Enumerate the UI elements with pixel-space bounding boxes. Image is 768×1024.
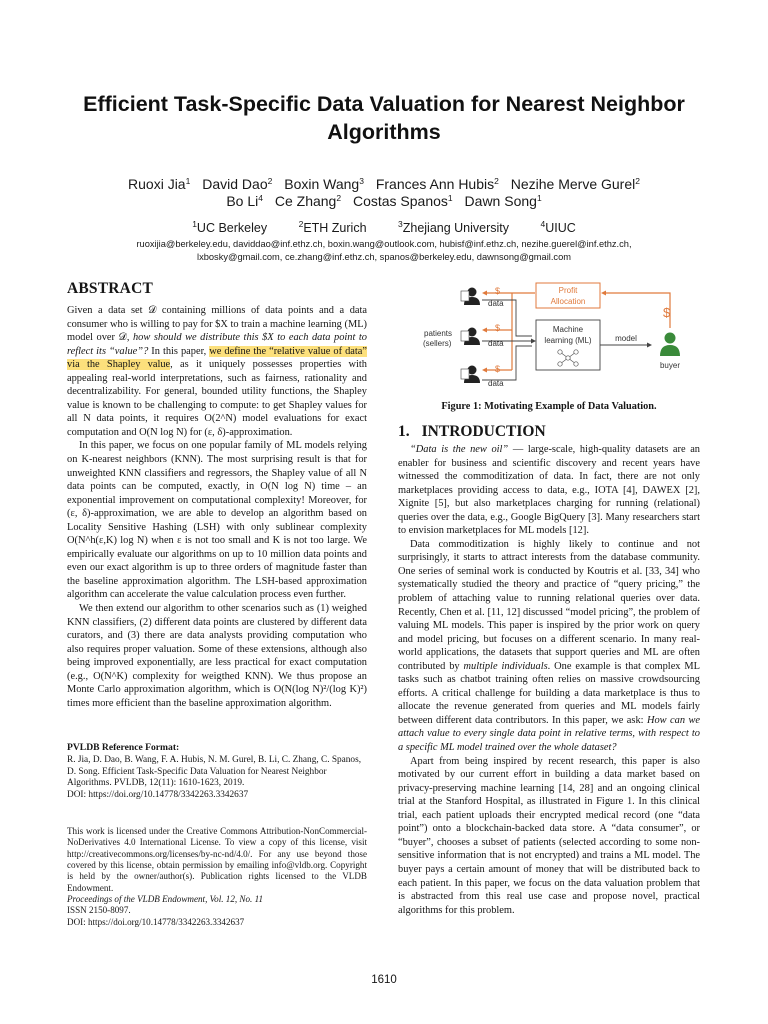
affiliation: $^2$ETH Zurich xyxy=(298,219,367,235)
research-question: How can we attach value to every single data point in relative terms, with respect to a specific ML model trained over the whole dataset? xyxy=(398,714,700,754)
page-number: 1610 xyxy=(371,974,397,986)
affiliation: $^1$UC Berkeley xyxy=(192,219,268,235)
paper-title: Efficient Task-Specific Data Valuation for Nearest Neighbor Algorithms xyxy=(83,92,685,144)
sellers-label: (sellers) xyxy=(423,339,452,348)
author: Nezihe Merve Gurel$^2$ xyxy=(510,176,640,192)
buyer-label: buyer xyxy=(659,361,681,370)
affiliation: $^3$Zhejiang University xyxy=(398,219,510,235)
author-emails-line-2: lxbosky@gmail.com, ce.zhang@inf.ethz.ch, spanos@berkeley.edu, dawnsong@gmail.com xyxy=(197,252,571,262)
dollar-sign: $ xyxy=(495,286,501,296)
highlighted-text: we define the “relative value of data” via the Shapley value xyxy=(67,345,367,371)
author: Costas Spanos$^1$ xyxy=(352,193,453,209)
abstract-paragraph-1: Given a data set 𝒟 containing millions of data points and a data consumer who is willing to pay for $X to train a machine learning (ML) model over 𝒟, how should we distribute this $X to each data point to reflect its “value”? In this paper, we define the “relative value of data” via the Shapley value, as it uniquely possesses properties with appealing real-world interpretations, such as fairness, rationality and decentralizability. For general, bounded utility functions, the Shapley value is known to be challenging to compute: to get Shapley values for all N data points, it requires O(2^N) model evaluations for exact computation and O(N log N) for (ε, δ)-approximation. xyxy=(67,305,367,438)
author: Boxin Wang$^3$ xyxy=(284,176,364,192)
author: Ruoxi Jia$^1$ xyxy=(128,176,191,192)
abstract-heading: ABSTRACT xyxy=(67,280,154,297)
dollar-sign: $ xyxy=(495,364,501,374)
author: Bo Li$^4$ xyxy=(226,193,263,209)
data-label: data xyxy=(488,299,504,308)
author: David Dao$^2$ xyxy=(202,176,273,192)
buyer-icon xyxy=(660,333,680,357)
abstract-question: how should we distribute this $X to each data point to reflect its “value”? xyxy=(67,332,367,357)
data-label: data xyxy=(488,379,504,388)
introduction-body xyxy=(398,443,700,917)
buyer-dollar-sign: $ xyxy=(663,305,671,320)
introduction-heading: 1. INTRODUCTION xyxy=(398,423,546,440)
author-emails-line-1: ruoxijia@berkeley.edu, daviddao@inf.ethz.ch, boxin.wang@outlook.com, hubisf@inf.ethz.ch, nezihe.guerel@inf.ethz.ch, xyxy=(136,239,632,249)
intro-paragraph-1: “Data is the new oil” — large-scale, high-quality datasets are an enabler for business and scientific discovery and recent years have witnessed the commoditization of data. In fact, there are not only marketplaces providing access to data, e.g., IOTA [4], DAWEX [2], Xignite [5], but also marketplaces charging for running (relational) queries over the data, e.g., Google BigQuery [3]. Many researchers start to envision marketplaces for ML models [12]. xyxy=(398,444,700,537)
author: Frances Ann Hubis$^2$ xyxy=(375,176,499,192)
model-label: model xyxy=(615,334,637,343)
patient-icon xyxy=(461,328,480,346)
dollar-sign: $ xyxy=(495,323,501,333)
abstract-paragraph-2: In this paper, we focus on one popular family of ML models relying on K-nearest neighbors (KNN). The most surprising result is that for unweighted KNN classifiers and regressors, the Shapley value of all N data points can be computed, exactly, in O(N log N) time – an exponential improvement on computational complexity! Moreover, for (ε, δ)-approximation, we are able to develop an algorithm based on Locality Sensitive Hashing (LSH) with only sublinear complexity O(N^h(ε,K) log N) when ε is not too small and K is not too large. We empirically evaluate our algorithms on up to 10 million data points and even our exact algorithm is up to three orders of magnitude faster than the baseline approximation algorithm. The LSH-based approximation algorithm can accelerate the value calculation process even further. xyxy=(67,440,367,601)
license-notice xyxy=(67,826,367,928)
reference-citation: R. Jia, D. Dao, B. Wang, F. A. Hubis, N. M. Gurel, B. Li, C. Zhang, C. Spanos, D. Song. Efficient Task-Specific Data Valuation for Nearest Neighbor Algorithms. PVLDB, 12(11): 1610-1623, 2019. xyxy=(67,755,362,789)
patients-label: patients xyxy=(424,329,453,338)
abstract-paragraph-3: We then extend our algorithm to other scenarios such as (1) weighed KNN classifiers, (2) different data points are clustered by different data curators, and (3) there are data analysts providing computation who also requires proper valuation. Some of these extensions, although also being improved exponentially, are less practical for exact computation (e.g., O(N^K) complexity for weigthed KNN). We thus propose an Monte Carlo approximation algorithm, which is O(N(log N)²/(log K)²) times more efficient than the baseline approximation algorithm. xyxy=(67,603,367,709)
data-label: data xyxy=(488,339,504,348)
patient-icon xyxy=(461,366,480,384)
license-doi: DOI: https://doi.org/10.14778/3342263.3342637 xyxy=(67,916,245,927)
ml-label-1: Machine xyxy=(552,325,584,334)
ml-label-2: learning (ML) xyxy=(544,336,592,345)
abstract-body xyxy=(67,304,367,710)
author-list-line-2 xyxy=(40,189,728,211)
reference-format-heading: PVLDB Reference Format: xyxy=(67,742,180,753)
author: Dawn Song$^1$ xyxy=(464,193,542,209)
figure-caption: Figure 1: Motivating Example of Data Valuation. xyxy=(441,401,657,412)
reference-doi: DOI: https://doi.org/10.14778/3342263.3342637 xyxy=(67,789,249,800)
patient-icon xyxy=(461,288,480,306)
intro-paragraph-3: Apart from being inspired by recent research, this paper is also motivated by our current effort in building a data market based on privacy-preserving machine learning [14, 28] and an ongoing clinical trial at the Stanford Hospital, as illustrated in Figure 1. In this clinical trial, each patient uploads their encrypted medical record (one “data point”) onto a blockchain-backed data store. A “data consumer”, or “buyer”, chooses a subset of patients (selected according to some non-sensitive information that is not encrypted) and trains a ML model. The buyer pays a certain amount of money that will be distributed back to each patient. In this paper, we focus on the data valuation problem that is abstracted from this real use case and propose novel, practical algorithms for this problem. xyxy=(398,755,700,916)
affiliation-list xyxy=(40,216,728,236)
proceedings-line: Proceedings of the VLDB Endowment, Vol. 12, No. 11 xyxy=(67,894,263,905)
reference-format-body xyxy=(67,755,367,801)
figure-1-diagram xyxy=(420,280,700,390)
allocation-label: Allocation xyxy=(550,297,586,306)
profit-label: Profit xyxy=(558,286,578,295)
issn-line: ISSN 2150-8097. xyxy=(67,905,131,916)
intro-paragraph-2: Data commoditization is highly likely to continue and not surprisingly, it starts to attract interests from the database community. One series of seminal work is conducted by Koutris et al. [33, 34] who systematically studied the theory and practice of “query pricing,” the problem of attaching value to running relational queries over data. Recently, Chen et al. [11, 12] discussed “model pricing”, the problem of valuing ML models. This paper is inspired by the prior work on query and model pricing, but focuses on a different scenario. In many real-world applications, the datasets that support queries and ML are often contributed by multiple individuals. One example is that complex ML tasks such as chatbot training often relies on massive crowdsourcing efforts. A critical challenge for building a data marketplace is thus to allocate the revenue generated from queries and ML models fairly between different data contributors. In this paper, we ask: How can we attach value to every single data point in relative terms, with respect to a specific ML model trained over the whole dataset? xyxy=(398,538,700,754)
affiliation: $^4$UIUC xyxy=(540,219,576,235)
license-text: This work is licensed under the Creative Commons Attribution-NonCommercial-NoDerivatives 4.0 International License. To view a copy of this license, visit http://creativecommons.org/licenses/by-nc-nd/4.0/. For any use beyond those covered by this license, obtain permission by emailing info@vldb.org. Copyright is held by the owner/author(s). Publication rights licensed to the VLDB Endowment. xyxy=(67,826,367,893)
author: Ce Zhang$^2$ xyxy=(274,193,342,209)
